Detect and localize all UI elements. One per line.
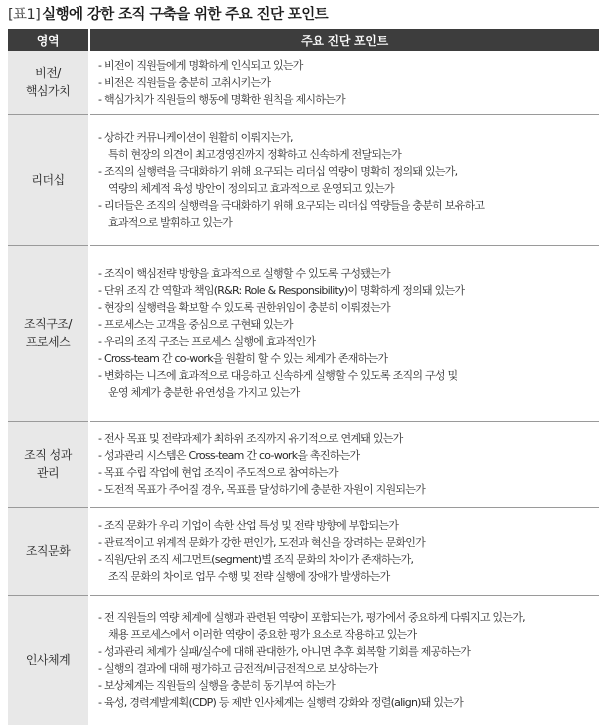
diagnosis-item-continuation: 효과적으로 발휘하고 있는가 [108,215,233,229]
area-label: 프로세스 [25,335,71,349]
table-row [8,245,599,421]
diagnosis-item: - 조직의 실행력을 극대화하기 위해 요구되는 리더십 역량이 명확히 정의돼 있는가, [98,164,458,178]
area-label: 리더십 [31,172,65,187]
diagnosis-item: - 전사 목표 및 전략과제가 최하위 조직까지 유기적으로 연계돼 있는가 [98,432,403,445]
diagnosis-item: - 관료적이고 위계적 문화가 강한 편인가, 도전과 혁신을 장려하는 문화인가 [98,536,425,549]
points-cell [89,507,599,595]
diagnosis-item-continuation: 조직 문화의 차이로 업무 수행 및 전략 실행에 장애가 발생하는가 [108,570,390,583]
diagnosis-item: - Cross-team 간 co-work을 원활히 할 수 있는 체계가 존재하는가 [98,352,388,365]
diagnosis-item: - 목표 수립 작업에 현업 조직이 주도적으로 참여하는가 [98,466,338,479]
diagnosis-item-continuation: 역량의 체계적 육성 방안이 정의되고 효과적으로 운영되고 있는가 [108,181,394,195]
diagnosis-list [98,430,595,498]
header-points: 주요 진단 포인트 [89,29,599,51]
diagnosis-list [98,609,595,711]
area-label: 인사체계 [25,653,71,668]
diagnosis-item: - 전 직원들의 역량 체계에 실행과 관련된 역량이 포함되는가, 평가에서 중요하게 다뤄지고 있는가, [98,611,525,625]
diagnosis-item: - 성과관리 시스템은 Cross-team 간 co-work을 촉진하는가 [98,449,360,462]
diagnosis-item: - 조직이 핵심전략 방향을 효과적으로 실행할 수 있도록 구성됐는가 [98,267,390,280]
diagnosis-list [98,265,595,401]
points-cell [89,595,599,725]
area-cell [8,245,89,421]
table-row [8,595,599,725]
diagnosis-item: - 핵심가치가 직원들의 행동에 명확한 원칙을 제시하는가 [98,92,345,106]
diagnosis-item: - 직원/단위 조직 세그먼트(segment)별 조직 문화의 차이가 존재하는가, [98,553,414,566]
header-row [8,29,599,51]
diagnosis-list [98,517,595,585]
diagnosis-item: - 도전적 목표가 주어질 경우, 목표를 달성하기에 충분한 자원이 지원되는가 [98,483,425,496]
diagnosis-item: - 보상체계는 직원들의 실행을 충분히 동기부여 하는가 [98,679,335,693]
points-cell [89,421,599,507]
area-label: 비전/ [35,66,61,81]
diagnosis-list [98,129,595,231]
diagnosis-item-continuation: 특히 현장의 의견이 최고경영진까지 정확하고 신속하게 전달되는가 [108,147,402,161]
area-label: 조직구조/ [24,317,72,331]
diagnosis-item-continuation: 채용 프로세스에서 이러한 역량이 중요한 평가 요소로 작용하고 있는가 [108,628,417,642]
area-cell [8,507,89,595]
points-cell [89,245,599,421]
diagnosis-item: - 성과관리 체계가 실패/실수에 대해 관대한가, 아니면 추후 회복할 기회를 제공하는가 [98,645,471,659]
area-label: 조직문화 [25,544,71,558]
diagnosis-list [98,57,595,108]
diagnosis-item: - 단위 조직 간 역할과 책임(R&R: Role & Responsibility)이 명확하게 정의돼 있는가 [98,284,465,297]
table-title-text: 실행에 강한 조직 구축을 위한 주요 진단 포인트 [42,7,329,23]
diagnosis-item: - 실행의 결과에 대해 평가하고 금전적/비금전적으로 보상하는가 [98,662,378,676]
diagnosis-item: - 비전이 직원들에게 명확하게 인식되고 있는가 [98,58,303,72]
table-row [8,421,599,507]
table-row [8,51,599,114]
diagnosis-item: - 프로세스는 고객을 중심으로 구현돼 있는가 [98,318,293,331]
diagnosis-item: - 조직 문화가 우리 기업이 속한 산업 특성 및 전략 방향에 부합되는가 [98,519,399,532]
area-label: 관리 [36,466,60,480]
table-row [8,114,599,245]
area-cell [8,421,89,507]
area-cell [8,51,89,114]
area-cell [8,595,89,725]
area-label: 조직 성과 [24,448,72,462]
diagnosis-item-continuation: 운영 체계가 충분한 유연성을 가지고 있는가 [108,386,300,399]
diagnosis-item: - 현장의 실행력을 확보할 수 있도록 권한위임이 충분히 이뤄졌는가 [98,301,390,314]
table-number: [표1] [8,7,41,23]
table-title [8,4,599,26]
diagnosis-item: - 상하간 커뮤니케이션이 원활히 이뤄지는가, [98,130,293,144]
area-cell [8,114,89,245]
points-cell [89,114,599,245]
points-cell [89,51,599,114]
diagnosis-item: - 리더들은 조직의 실행력을 극대화하기 위해 요구되는 리더십 역량들을 충분히 보유하고 [98,198,485,212]
diagnosis-item: - 비전은 직원들을 충분히 고취시키는가 [98,75,271,89]
diagnosis-item: - 변화하는 니즈에 효과적으로 대응하고 신속하게 실행할 수 있도록 조직의 구성 및 [98,369,458,382]
area-label: 핵심가치 [25,84,71,99]
diagnosis-table [8,29,599,725]
diagnosis-item: - 우리의 조직 구조는 프로세스 실행에 효과적인가 [98,335,316,348]
header-area: 영역 [8,29,89,51]
table-row [8,507,599,595]
diagnosis-item: - 육성, 경력계발계획(CDP) 등 제반 인사체계는 실행력 강화와 정렬(align)돼 있는가 [98,696,463,710]
